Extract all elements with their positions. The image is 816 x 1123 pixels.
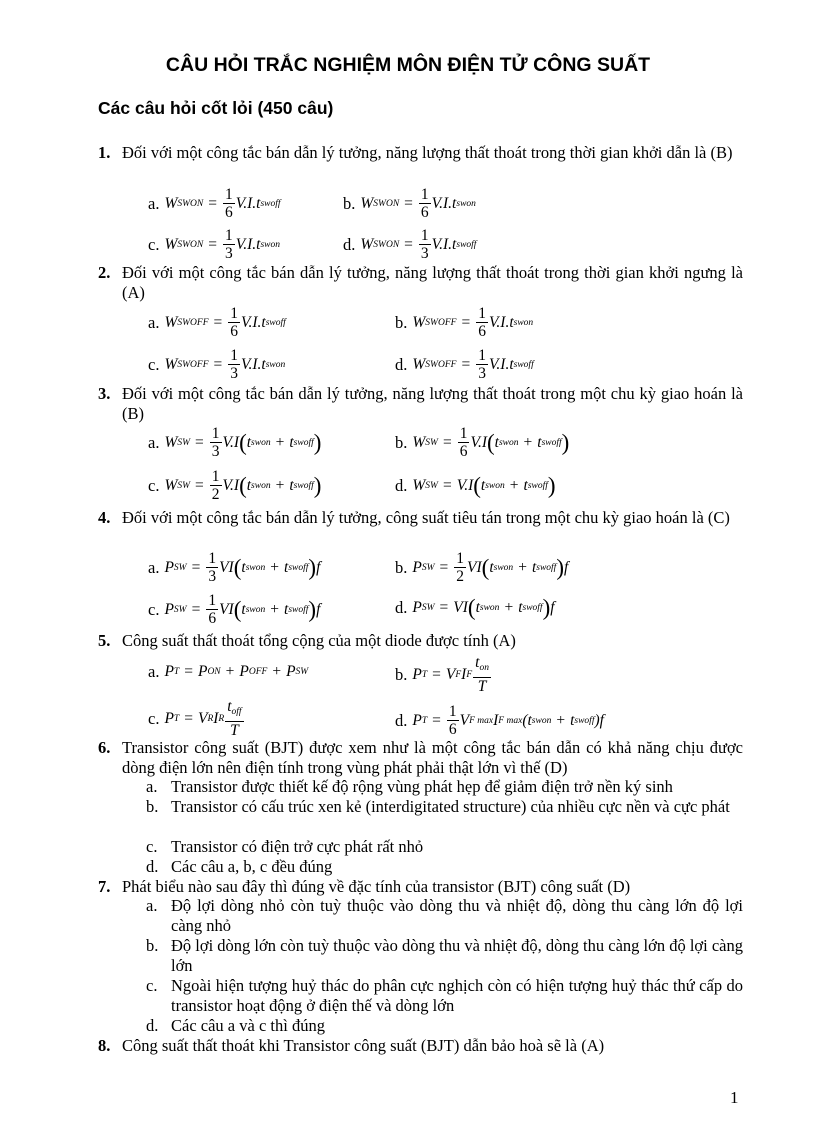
option-3c: c. W SW = $\frac{1}{2}$ V.I ( t swon + t swoff ) <box>148 468 322 503</box>
question-text: Đối với một công tắc bán dẫn lý tưởng, năng lượng thất thoát trong thời gian khởi ngưng là (A) <box>122 263 743 302</box>
option-1d: d. W SWON = $\frac{1}{3}$ V.I.t swoff <box>343 227 477 262</box>
question-text: Đối với một công tắc bán dẫn lý tưởng, công suất tiêu tán trong một chu kỳ giao hoán là (C) <box>122 508 730 527</box>
option-6c: c. Transistor có điện trở cực phát rất nhỏ <box>146 837 424 856</box>
page-title: CÂU HỎI TRẮC NGHIỆM MÔN ĐIỆN TỬ CÔNG SUẤT <box>165 54 651 76</box>
question-text: Đối với một công tắc bán dẫn lý tưởng, năng lượng thất thoát trong một chu kỳ giao hoán là (B) <box>122 384 743 423</box>
option-3d: d. W SW = V.I ( t swon + t swoff ) <box>395 473 556 498</box>
page-number: 1 <box>730 1088 739 1107</box>
option-1b: b. W SWON = $\frac{1}{6}$ V.I.t swon <box>343 186 476 221</box>
option-5b: b. P T = V F I F $\frac{t_{on}}{T}$ <box>395 654 489 695</box>
question-text: Transistor công suất (BJT) được xem như là một công tắc bán dẫn có khả năng chịu được dòng điện lớn nên điện tính trong vùng phát phải thật lớn vì thế (D) <box>122 738 743 777</box>
question-text: Công suất thất thoát tổng cộng của một diode được tính (A) <box>122 631 516 650</box>
option-1a: a. W SWON = $\frac{1}{6}$ V.I.t swoff <box>148 186 281 221</box>
question-number: 6. <box>98 738 111 757</box>
question-text: Đối với một công tắc bán dẫn lý tưởng, năng lượng thất thoát trong thời gian khởi dẫn là (B) <box>122 143 733 162</box>
option-2c: c. W SWOFF = $\frac{1}{3}$ V.I.t swon <box>148 347 286 382</box>
question-number: 5. <box>98 631 111 650</box>
option-5a: a. P T = P ON + P OFF + P SW <box>148 662 309 681</box>
question-2 <box>98 263 743 303</box>
question-1 <box>98 143 743 163</box>
option-5c: c. P T = V R I R $\frac{t_{off}}{T}$ <box>148 698 242 739</box>
question-number: 2. <box>98 263 111 282</box>
option-4a: a. P SW = $\frac{1}{3}$ VI ( t swon + t swoff ) f <box>148 550 321 585</box>
option-4d: d. P SW = VI ( t swon + t swoff ) f <box>395 595 555 620</box>
question-text: Phát biểu nào sau đây thì đúng về đặc tính của transistor (BJT) công suất (D) <box>122 877 631 896</box>
question-number: 8. <box>98 1036 111 1055</box>
option-3a: a. W SW = $\frac{1}{3}$ V.I ( t swon + t swoff ) <box>148 425 322 460</box>
option-7c: c. Ngoài hiện tượng huỷ thác do phân cực nghịch còn có hiện tượng huỷ thác thứ cấp do transistor hoạt động ở điện thế và dòng lớn <box>146 976 743 1015</box>
option-6b: b. Transistor có cấu trúc xen kẻ (interdigitated structure) của nhiều cực nền và cực phát <box>146 797 730 816</box>
option-7d: d. Các câu a và c thì đúng <box>146 1016 325 1035</box>
question-8 <box>98 1036 743 1056</box>
option-6d: d. Các câu a, b, c đều đúng <box>146 857 333 876</box>
option-7a: a. Độ lợi dòng nhỏ còn tuỳ thuộc vào dòng thu và nhiệt độ, dòng thu càng lớn độ lợi càng nhỏ <box>146 896 743 935</box>
option-5d: d. P T = $\frac{1}{6}$ V F max I F max (t swon + t swoff )f <box>395 703 604 738</box>
section-heading: Các câu hỏi cốt lỏi (450 câu) <box>98 98 334 118</box>
option-3b: b. W SW = $\frac{1}{6}$ V.I ( t swon + t swoff ) <box>395 425 570 460</box>
option-7b: b. Độ lợi dòng lớn còn tuỳ thuộc vào dòng thu và nhiệt độ, dòng thu càng lớn độ lợi càng lớn <box>146 936 743 975</box>
option-2d: d. W SWOFF = $\frac{1}{3}$ V.I.t swoff <box>395 347 534 382</box>
option-1c: c. W SWON = $\frac{1}{3}$ V.I.t swon <box>148 227 280 262</box>
option-4c: c. P SW = $\frac{1}{6}$ VI ( t swon + t swoff ) f <box>148 592 321 627</box>
question-number: 3. <box>98 384 111 403</box>
question-number: 4. <box>98 508 111 527</box>
question-text: Công suất thất thoát khi Transistor công suất (BJT) dẫn bảo hoà sẽ là (A) <box>122 1036 605 1055</box>
question-number: 1. <box>98 143 111 162</box>
question-number: 7. <box>98 877 111 896</box>
question-5 <box>98 631 743 651</box>
question-7 <box>98 877 743 897</box>
question-3 <box>98 384 743 424</box>
option-2a: a. W SWOFF = $\frac{1}{6}$ V.I.t swoff <box>148 305 286 340</box>
option-4b: b. P SW = $\frac{1}{2}$ VI ( t swon + t swoff ) f <box>395 550 569 585</box>
question-6 <box>98 738 743 778</box>
option-6a: a. Transistor được thiết kế độ rộng vùng phát hẹp để giảm điện trở nền ký sinh <box>146 777 673 796</box>
question-4 <box>98 508 743 528</box>
option-2b: b. W SWOFF = $\frac{1}{6}$ V.I.t swon <box>395 305 534 340</box>
